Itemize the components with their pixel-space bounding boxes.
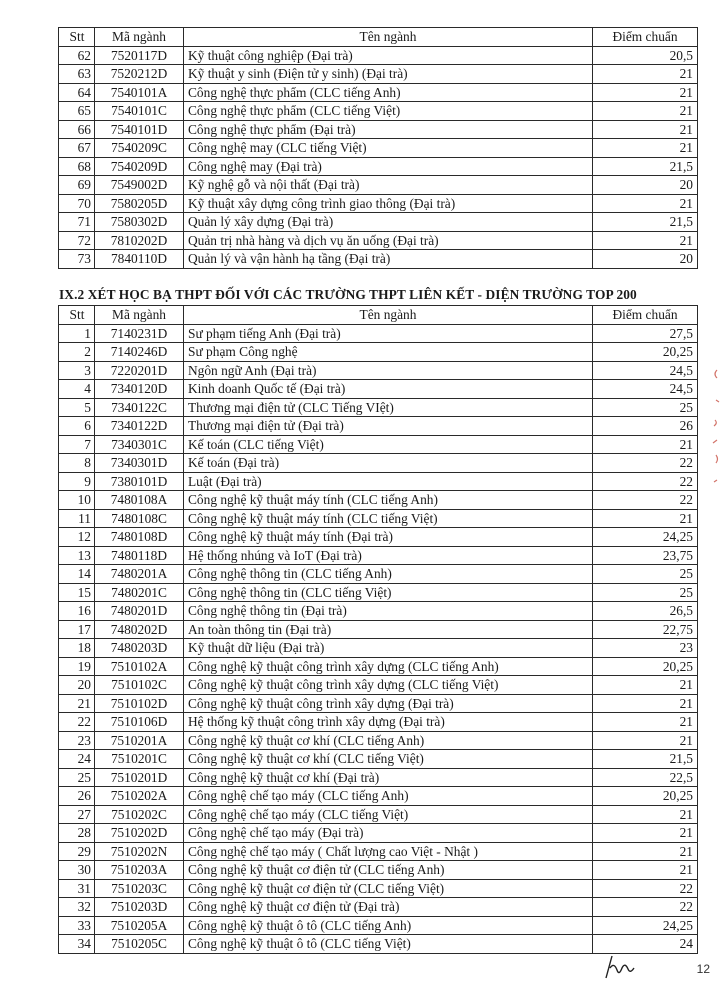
row-name: Thương mại điện tử (CLC Tiếng VIệt) bbox=[184, 398, 593, 417]
table-row bbox=[59, 46, 698, 65]
row-stt: 8 bbox=[59, 454, 95, 473]
row-code: 7810202D bbox=[95, 231, 184, 250]
row-name: Ngôn ngữ Anh (Đại trà) bbox=[184, 361, 593, 380]
row-code: 7510203D bbox=[95, 898, 184, 917]
header-name: Tên ngành bbox=[184, 28, 593, 47]
row-score: 21,5 bbox=[593, 157, 698, 176]
row-score: 27,5 bbox=[593, 324, 698, 343]
row-name: Kinh doanh Quốc tế (Đại trà) bbox=[184, 380, 593, 399]
table-header-row bbox=[59, 306, 698, 325]
table-row bbox=[59, 120, 698, 139]
row-stt: 65 bbox=[59, 102, 95, 121]
row-score: 21 bbox=[593, 842, 698, 861]
row-code: 7480201A bbox=[95, 565, 184, 584]
row-stt: 32 bbox=[59, 898, 95, 917]
row-stt: 9 bbox=[59, 472, 95, 491]
row-stt: 30 bbox=[59, 861, 95, 880]
row-stt: 69 bbox=[59, 176, 95, 195]
row-code: 7340301D bbox=[95, 454, 184, 473]
table-row bbox=[59, 398, 698, 417]
row-stt: 68 bbox=[59, 157, 95, 176]
row-stt: 21 bbox=[59, 694, 95, 713]
table-row bbox=[59, 194, 698, 213]
row-score: 25 bbox=[593, 583, 698, 602]
table-row bbox=[59, 731, 698, 750]
row-code: 7510205C bbox=[95, 935, 184, 954]
table-row bbox=[59, 380, 698, 399]
section-title: IX.2 XÉT HỌC BẠ THPT ĐỐI VỚI CÁC TRƯỜNG THPT LIÊN KẾT - DIỆN TRƯỜNG TOP 200 bbox=[59, 287, 637, 302]
row-score: 21 bbox=[593, 861, 698, 880]
admission-scores-table-continued bbox=[58, 27, 698, 269]
row-name: Công nghệ thực phẩm (CLC tiếng Anh) bbox=[184, 83, 593, 102]
row-name: Kỹ thuật xây dựng công trình giao thông (Đại trà) bbox=[184, 194, 593, 213]
row-stt: 63 bbox=[59, 65, 95, 84]
row-code: 7540209D bbox=[95, 157, 184, 176]
row-score: 20,25 bbox=[593, 343, 698, 362]
stamp-fragment bbox=[708, 360, 720, 500]
row-stt: 73 bbox=[59, 250, 95, 269]
row-score: 24,5 bbox=[593, 380, 698, 399]
row-name: Công nghệ kỹ thuật ô tô (CLC tiếng Anh) bbox=[184, 916, 593, 935]
row-name: Công nghệ chế tạo máy (CLC tiếng Anh) bbox=[184, 787, 593, 806]
table-row bbox=[59, 565, 698, 584]
row-code: 7220201D bbox=[95, 361, 184, 380]
row-stt: 17 bbox=[59, 620, 95, 639]
row-score: 21 bbox=[593, 194, 698, 213]
row-score: 21 bbox=[593, 102, 698, 121]
row-name: Kỹ thuật công nghiệp (Đại trà) bbox=[184, 46, 593, 65]
row-stt: 7 bbox=[59, 435, 95, 454]
table-row bbox=[59, 343, 698, 362]
table-row bbox=[59, 861, 698, 880]
row-name: Hệ thống kỹ thuật công trình xây dựng (Đại trà) bbox=[184, 713, 593, 732]
row-score: 22 bbox=[593, 454, 698, 473]
header-score: Điểm chuẩn bbox=[593, 306, 698, 325]
table-row bbox=[59, 713, 698, 732]
table-row bbox=[59, 83, 698, 102]
row-name: Công nghệ kỹ thuật cơ điện tử (CLC tiếng Việt) bbox=[184, 879, 593, 898]
row-score: 20 bbox=[593, 250, 698, 269]
row-name: Quản lý xây dựng (Đại trà) bbox=[184, 213, 593, 232]
table-row bbox=[59, 176, 698, 195]
row-score: 21 bbox=[593, 435, 698, 454]
row-name: Công nghệ kỹ thuật cơ khí (CLC tiếng Anh) bbox=[184, 731, 593, 750]
row-stt: 2 bbox=[59, 343, 95, 362]
row-code: 7510202A bbox=[95, 787, 184, 806]
row-name: Hệ thống nhúng và IoT (Đại trà) bbox=[184, 546, 593, 565]
row-code: 7580302D bbox=[95, 213, 184, 232]
row-name: Công nghệ kỹ thuật cơ khí (Đại trà) bbox=[184, 768, 593, 787]
row-code: 7540101C bbox=[95, 102, 184, 121]
row-name: Công nghệ kỹ thuật cơ điện tử (CLC tiếng Anh) bbox=[184, 861, 593, 880]
row-stt: 6 bbox=[59, 417, 95, 436]
row-code: 7480108C bbox=[95, 509, 184, 528]
row-stt: 10 bbox=[59, 491, 95, 510]
row-stt: 31 bbox=[59, 879, 95, 898]
header-code: Mã ngành bbox=[95, 28, 184, 47]
row-name: Kỹ nghệ gỗ và nội thất (Đại trà) bbox=[184, 176, 593, 195]
row-name: Luật (Đại trà) bbox=[184, 472, 593, 491]
row-name: Công nghệ may (Đại trà) bbox=[184, 157, 593, 176]
table-row bbox=[59, 546, 698, 565]
row-name: Công nghệ chế tạo máy (CLC tiếng Việt) bbox=[184, 805, 593, 824]
row-score: 20 bbox=[593, 176, 698, 195]
row-name: Kế toán (Đại trà) bbox=[184, 454, 593, 473]
table-row bbox=[59, 231, 698, 250]
row-name: Công nghệ thông tin (CLC tiếng Việt) bbox=[184, 583, 593, 602]
row-score: 21,5 bbox=[593, 750, 698, 769]
table-row bbox=[59, 657, 698, 676]
table-row bbox=[59, 417, 698, 436]
row-name: Công nghệ chế tạo máy ( Chất lượng cao Việt - Nhật ) bbox=[184, 842, 593, 861]
row-stt: 27 bbox=[59, 805, 95, 824]
row-name: Công nghệ kỹ thuật cơ điện tử (Đại trà) bbox=[184, 898, 593, 917]
row-code: 7510102A bbox=[95, 657, 184, 676]
table-row bbox=[59, 676, 698, 695]
row-code: 7549002D bbox=[95, 176, 184, 195]
row-stt: 3 bbox=[59, 361, 95, 380]
row-score: 25 bbox=[593, 565, 698, 584]
row-code: 7480203D bbox=[95, 639, 184, 658]
row-score: 26,5 bbox=[593, 602, 698, 621]
row-score: 21 bbox=[593, 120, 698, 139]
row-stt: 23 bbox=[59, 731, 95, 750]
row-score: 21 bbox=[593, 805, 698, 824]
row-name: Kế toán (CLC tiếng Việt) bbox=[184, 435, 593, 454]
row-stt: 15 bbox=[59, 583, 95, 602]
row-score: 24,5 bbox=[593, 361, 698, 380]
row-stt: 34 bbox=[59, 935, 95, 954]
row-stt: 25 bbox=[59, 768, 95, 787]
row-stt: 14 bbox=[59, 565, 95, 584]
row-score: 21 bbox=[593, 731, 698, 750]
header-stt: Stt bbox=[59, 306, 95, 325]
table-row bbox=[59, 157, 698, 176]
table-row bbox=[59, 620, 698, 639]
row-stt: 12 bbox=[59, 528, 95, 547]
row-stt: 64 bbox=[59, 83, 95, 102]
row-code: 7510202C bbox=[95, 805, 184, 824]
row-score: 22 bbox=[593, 898, 698, 917]
row-score: 24 bbox=[593, 935, 698, 954]
row-code: 7510202N bbox=[95, 842, 184, 861]
row-score: 21 bbox=[593, 509, 698, 528]
row-stt: 5 bbox=[59, 398, 95, 417]
table-row bbox=[59, 842, 698, 861]
row-name: Công nghệ kỹ thuật cơ khí (CLC tiếng Việt) bbox=[184, 750, 593, 769]
row-stt: 28 bbox=[59, 824, 95, 843]
table-row bbox=[59, 250, 698, 269]
row-stt: 24 bbox=[59, 750, 95, 769]
row-name: Thương mại điện tử (Đại trà) bbox=[184, 417, 593, 436]
header-code: Mã ngành bbox=[95, 306, 184, 325]
row-stt: 19 bbox=[59, 657, 95, 676]
table-row bbox=[59, 324, 698, 343]
row-code: 7540101D bbox=[95, 120, 184, 139]
table-row bbox=[59, 65, 698, 84]
row-code: 7510203A bbox=[95, 861, 184, 880]
row-code: 7520212D bbox=[95, 65, 184, 84]
row-name: Quản trị nhà hàng và dịch vụ ăn uống (Đại trà) bbox=[184, 231, 593, 250]
row-name: Quản lý và vận hành hạ tầng (Đại trà) bbox=[184, 250, 593, 269]
table-row bbox=[59, 435, 698, 454]
row-code: 7520117D bbox=[95, 46, 184, 65]
row-stt: 29 bbox=[59, 842, 95, 861]
row-stt: 33 bbox=[59, 916, 95, 935]
row-code: 7510203C bbox=[95, 879, 184, 898]
table-row bbox=[59, 879, 698, 898]
row-stt: 13 bbox=[59, 546, 95, 565]
row-stt: 71 bbox=[59, 213, 95, 232]
row-name: Công nghệ thực phẩm (CLC tiếng Việt) bbox=[184, 102, 593, 121]
row-name: Sư phạm tiếng Anh (Đại trà) bbox=[184, 324, 593, 343]
row-score: 22,75 bbox=[593, 620, 698, 639]
row-stt: 1 bbox=[59, 324, 95, 343]
row-score: 21 bbox=[593, 231, 698, 250]
row-score: 21 bbox=[593, 676, 698, 695]
table-row bbox=[59, 361, 698, 380]
table-row bbox=[59, 750, 698, 769]
row-score: 22 bbox=[593, 879, 698, 898]
row-score: 20,5 bbox=[593, 46, 698, 65]
row-score: 20,25 bbox=[593, 657, 698, 676]
row-name: Công nghệ may (CLC tiếng Việt) bbox=[184, 139, 593, 158]
header-name: Tên ngành bbox=[184, 306, 593, 325]
row-code: 7480108A bbox=[95, 491, 184, 510]
row-score: 22 bbox=[593, 491, 698, 510]
row-score: 21 bbox=[593, 65, 698, 84]
table-row bbox=[59, 824, 698, 843]
row-code: 7510205A bbox=[95, 916, 184, 935]
table-row bbox=[59, 583, 698, 602]
row-code: 7340120D bbox=[95, 380, 184, 399]
row-code: 7480201D bbox=[95, 602, 184, 621]
row-score: 21 bbox=[593, 824, 698, 843]
table-header-row bbox=[59, 28, 698, 47]
row-name: Công nghệ thông tin (CLC tiếng Anh) bbox=[184, 565, 593, 584]
row-code: 7510106D bbox=[95, 713, 184, 732]
row-code: 7510201C bbox=[95, 750, 184, 769]
row-score: 25 bbox=[593, 398, 698, 417]
row-code: 7480202D bbox=[95, 620, 184, 639]
row-stt: 67 bbox=[59, 139, 95, 158]
row-score: 20,25 bbox=[593, 787, 698, 806]
row-stt: 70 bbox=[59, 194, 95, 213]
table-row bbox=[59, 898, 698, 917]
row-code: 7480201C bbox=[95, 583, 184, 602]
table-row bbox=[59, 139, 698, 158]
header-score: Điểm chuẩn bbox=[593, 28, 698, 47]
row-code: 7840110D bbox=[95, 250, 184, 269]
row-code: 7140231D bbox=[95, 324, 184, 343]
row-score: 21,5 bbox=[593, 213, 698, 232]
table-row bbox=[59, 213, 698, 232]
table-row bbox=[59, 602, 698, 621]
row-score: 21 bbox=[593, 694, 698, 713]
row-code: 7540101A bbox=[95, 83, 184, 102]
row-name: Công nghệ kỹ thuật máy tính (Đại trà) bbox=[184, 528, 593, 547]
row-name: Công nghệ kỹ thuật máy tính (CLC tiếng Anh) bbox=[184, 491, 593, 510]
signature bbox=[600, 952, 660, 982]
table-row bbox=[59, 916, 698, 935]
row-name: Công nghệ kỹ thuật công trình xây dựng (CLC tiếng Anh) bbox=[184, 657, 593, 676]
table-row bbox=[59, 454, 698, 473]
row-code: 7510102D bbox=[95, 694, 184, 713]
row-stt: 16 bbox=[59, 602, 95, 621]
row-stt: 4 bbox=[59, 380, 95, 399]
row-score: 21 bbox=[593, 713, 698, 732]
row-code: 7540209C bbox=[95, 139, 184, 158]
row-stt: 18 bbox=[59, 639, 95, 658]
table-row bbox=[59, 768, 698, 787]
row-code: 7140246D bbox=[95, 343, 184, 362]
table-row bbox=[59, 509, 698, 528]
table-row bbox=[59, 935, 698, 954]
admission-scores-table-top200 bbox=[58, 305, 698, 954]
row-name: An toàn thông tin (Đại trà) bbox=[184, 620, 593, 639]
row-name: Công nghệ kỹ thuật ô tô (CLC tiếng Việt) bbox=[184, 935, 593, 954]
row-name: Công nghệ kỹ thuật máy tính (CLC tiếng Việt) bbox=[184, 509, 593, 528]
row-name: Công nghệ chế tạo máy (Đại trà) bbox=[184, 824, 593, 843]
row-name: Công nghệ thông tin (Đại trà) bbox=[184, 602, 593, 621]
row-score: 22,5 bbox=[593, 768, 698, 787]
row-score: 26 bbox=[593, 417, 698, 436]
row-stt: 72 bbox=[59, 231, 95, 250]
row-code: 7340301C bbox=[95, 435, 184, 454]
row-code: 7510201A bbox=[95, 731, 184, 750]
table-row bbox=[59, 694, 698, 713]
row-name: Công nghệ kỹ thuật công trình xây dựng (CLC tiếng Việt) bbox=[184, 676, 593, 695]
row-code: 7510201D bbox=[95, 768, 184, 787]
row-code: 7340122C bbox=[95, 398, 184, 417]
row-name: Kỹ thuật y sinh (Điện tử y sinh) (Đại trà) bbox=[184, 65, 593, 84]
row-code: 7480118D bbox=[95, 546, 184, 565]
table-row bbox=[59, 102, 698, 121]
row-score: 24,25 bbox=[593, 528, 698, 547]
table-row bbox=[59, 472, 698, 491]
row-code: 7580205D bbox=[95, 194, 184, 213]
table-row bbox=[59, 528, 698, 547]
table-row bbox=[59, 787, 698, 806]
table-row bbox=[59, 805, 698, 824]
table-row bbox=[59, 639, 698, 658]
row-stt: 26 bbox=[59, 787, 95, 806]
row-stt: 66 bbox=[59, 120, 95, 139]
row-stt: 20 bbox=[59, 676, 95, 695]
row-name: Công nghệ thực phẩm (Đại trà) bbox=[184, 120, 593, 139]
page-number: 12 bbox=[696, 962, 710, 976]
row-code: 7510202D bbox=[95, 824, 184, 843]
row-score: 22 bbox=[593, 472, 698, 491]
row-stt: 62 bbox=[59, 46, 95, 65]
row-name: Kỹ thuật dữ liệu (Đại trà) bbox=[184, 639, 593, 658]
header-stt: Stt bbox=[59, 28, 95, 47]
row-code: 7340122D bbox=[95, 417, 184, 436]
row-code: 7510102C bbox=[95, 676, 184, 695]
table-row bbox=[59, 491, 698, 510]
row-stt: 22 bbox=[59, 713, 95, 732]
row-code: 7480108D bbox=[95, 528, 184, 547]
row-name: Công nghệ kỹ thuật công trình xây dựng (Đại trà) bbox=[184, 694, 593, 713]
row-score: 21 bbox=[593, 83, 698, 102]
row-score: 23 bbox=[593, 639, 698, 658]
row-stt: 11 bbox=[59, 509, 95, 528]
row-score: 24,25 bbox=[593, 916, 698, 935]
row-name: Sư phạm Công nghệ bbox=[184, 343, 593, 362]
row-code: 7380101D bbox=[95, 472, 184, 491]
row-score: 21 bbox=[593, 139, 698, 158]
row-score: 23,75 bbox=[593, 546, 698, 565]
